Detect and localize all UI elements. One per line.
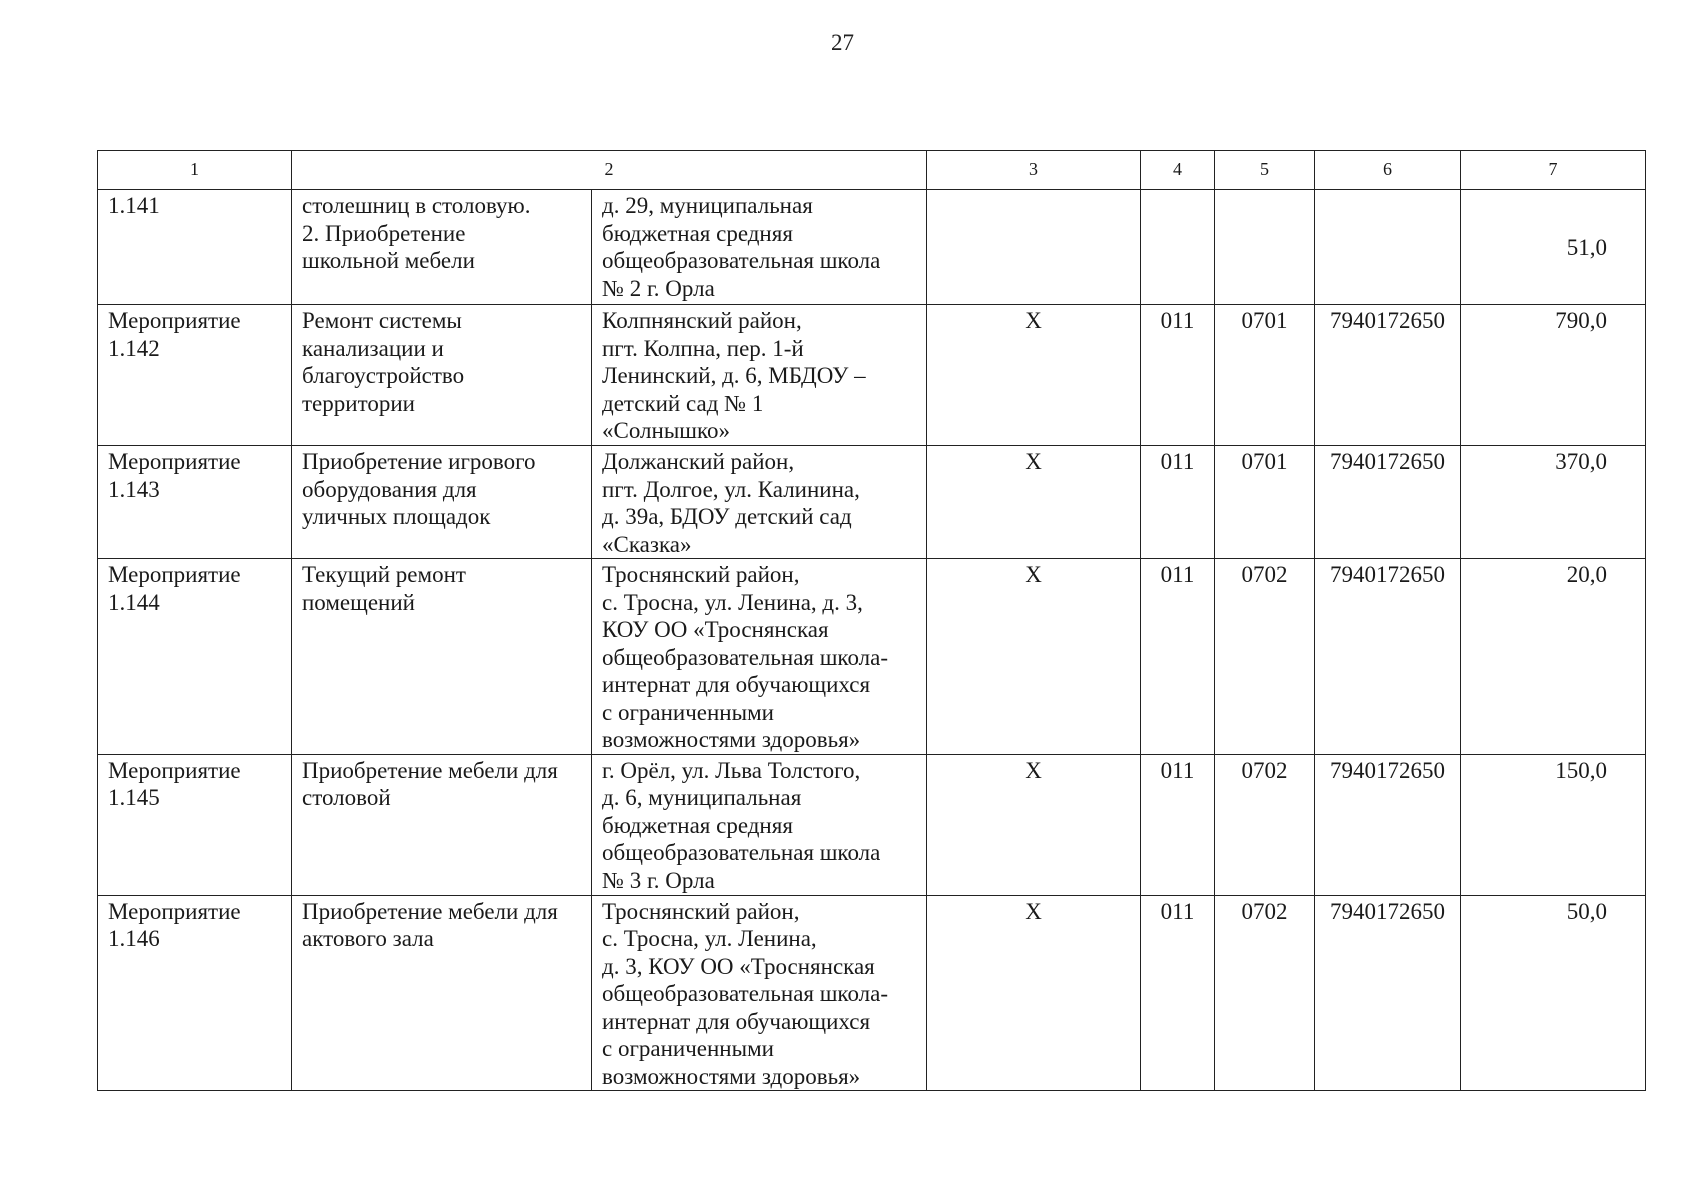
measure-id-cell: Мероприятие 1.144 bbox=[98, 559, 292, 755]
column-4-cell: 011 bbox=[1141, 305, 1215, 446]
column-5-cell: 0701 bbox=[1215, 305, 1315, 446]
measure-id-cell: Мероприятие 1.142 bbox=[98, 305, 292, 446]
amount-cell: 150,0 bbox=[1461, 754, 1646, 895]
column-5-cell: 0701 bbox=[1215, 446, 1315, 559]
amount-cell: 50,0 bbox=[1461, 895, 1646, 1091]
column-4-cell: 011 bbox=[1141, 895, 1215, 1091]
amount-cell: 20,0 bbox=[1461, 559, 1646, 755]
measure-name-cell: столешниц в столовую. 2. Приобретение школьной мебели bbox=[292, 190, 592, 305]
column-4-cell: 011 bbox=[1141, 754, 1215, 895]
column-header-4: 4 bbox=[1141, 151, 1215, 190]
measures-table bbox=[97, 150, 1646, 1091]
column-3-cell: X bbox=[927, 754, 1141, 895]
measure-name-cell: Ремонт системы канализации и благоустройство территории bbox=[292, 305, 592, 446]
measure-name-cell: Приобретение мебели для столовой bbox=[292, 754, 592, 895]
measure-id-cell: 1.141 bbox=[98, 190, 292, 305]
column-6-cell: 7940172650 bbox=[1315, 895, 1461, 1091]
column-6-cell: 7940172650 bbox=[1315, 754, 1461, 895]
measure-location-cell: Колпнянский район, пгт. Колпна, пер. 1-й Ленинский, д. 6, МБДОУ – детский сад № 1 «Солнышко» bbox=[592, 305, 927, 446]
column-4-cell bbox=[1141, 190, 1215, 305]
table-row bbox=[98, 754, 1646, 895]
column-6-cell bbox=[1315, 190, 1461, 305]
measure-location-cell: д. 29, муниципальная бюджетная средняя общеобразовательная школа № 2 г. Орла bbox=[592, 190, 927, 305]
column-3-cell bbox=[927, 190, 1141, 305]
measure-location-cell: Должанский район, пгт. Долгое, ул. Калинина, д. 39а, БДОУ детский сад «Сказка» bbox=[592, 446, 927, 559]
column-3-cell: X bbox=[927, 559, 1141, 755]
measure-name-cell: Текущий ремонт помещений bbox=[292, 559, 592, 755]
column-4-cell: 011 bbox=[1141, 559, 1215, 755]
column-6-cell: 7940172650 bbox=[1315, 446, 1461, 559]
column-5-cell: 0702 bbox=[1215, 559, 1315, 755]
column-header-7: 7 bbox=[1461, 151, 1646, 190]
column-6-cell: 7940172650 bbox=[1315, 305, 1461, 446]
table-row bbox=[98, 895, 1646, 1091]
measure-location-cell: г. Орёл, ул. Льва Толстого, д. 6, муниципальная бюджетная средняя общеобразовательная школа № 3 г. Орла bbox=[592, 754, 927, 895]
column-3-cell: X bbox=[927, 446, 1141, 559]
measure-id-cell: Мероприятие 1.146 bbox=[98, 895, 292, 1091]
table-row bbox=[98, 559, 1646, 755]
measure-name-cell: Приобретение мебели для актового зала bbox=[292, 895, 592, 1091]
column-5-cell: 0702 bbox=[1215, 895, 1315, 1091]
measure-name-cell: Приобретение игрового оборудования для уличных площадок bbox=[292, 446, 592, 559]
measure-location-cell: Троснянский район, с. Тросна, ул. Ленина, д. 3, КОУ ОО «Троснянская общеобразовательная школа- интернат для обучающихся с ограниченными возможностями здоровья» bbox=[592, 895, 927, 1091]
measure-id-cell: Мероприятие 1.145 bbox=[98, 754, 292, 895]
column-number-header-row bbox=[98, 151, 1646, 190]
column-3-cell: X bbox=[927, 305, 1141, 446]
column-5-cell: 0702 bbox=[1215, 754, 1315, 895]
column-header-6: 6 bbox=[1315, 151, 1461, 190]
column-5-cell bbox=[1215, 190, 1315, 305]
column-4-cell: 011 bbox=[1141, 446, 1215, 559]
page-number: 27 bbox=[831, 30, 854, 55]
column-header-5: 5 bbox=[1215, 151, 1315, 190]
column-6-cell: 7940172650 bbox=[1315, 559, 1461, 755]
table-row bbox=[98, 190, 1646, 305]
measure-location-cell: Троснянский район, с. Тросна, ул. Ленина, д. 3, КОУ ОО «Троснянская общеобразовательная школа- интернат для обучающихся с ограниченными возможностями здоровья» bbox=[592, 559, 927, 755]
amount-cell: 51,0 bbox=[1461, 190, 1646, 305]
measure-id-cell: Мероприятие 1.143 bbox=[98, 446, 292, 559]
table-row bbox=[98, 446, 1646, 559]
amount-cell: 790,0 bbox=[1461, 305, 1646, 446]
column-header-1: 1 bbox=[98, 151, 292, 190]
table-row bbox=[98, 305, 1646, 446]
column-3-cell: X bbox=[927, 895, 1141, 1091]
column-header-2: 2 bbox=[292, 151, 927, 190]
amount-cell: 370,0 bbox=[1461, 446, 1646, 559]
column-header-3: 3 bbox=[927, 151, 1141, 190]
